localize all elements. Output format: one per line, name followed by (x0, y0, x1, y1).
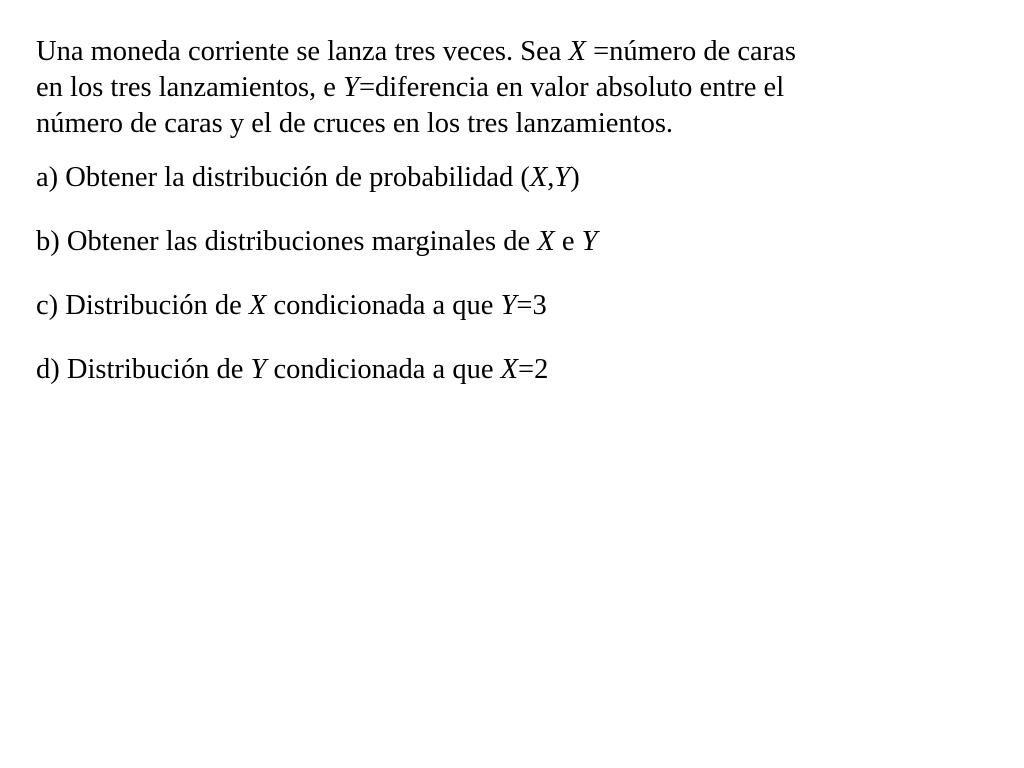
intro-line-3 (36, 106, 996, 142)
variable-x: X (500, 354, 519, 385)
question-text: condicionada a que (266, 290, 501, 321)
variable-x: X (529, 162, 548, 193)
intro-text: =diferencia en valor absoluto entre el (358, 72, 785, 103)
problem-statement (36, 34, 996, 416)
variable-x: X (537, 226, 555, 257)
variable-x: X (568, 36, 586, 67)
variable-y: Y (554, 162, 571, 193)
variable-y: Y (250, 354, 267, 385)
question-text: b) Obtener las distribuciones marginales de (36, 226, 538, 257)
question-text: =3 (516, 290, 547, 321)
question-c (36, 288, 996, 324)
question-a (36, 160, 996, 196)
intro-line-2 (36, 70, 996, 106)
intro-text: Una moneda corriente se lanza tres veces. Sea (36, 36, 569, 67)
intro-line-1 (36, 34, 996, 70)
intro-paragraph (36, 34, 996, 142)
question-d (36, 352, 996, 388)
question-text: a) Obtener la distribución de probabilidad ( (36, 162, 530, 193)
variable-y: Y (581, 226, 598, 257)
variable-x: X (248, 290, 267, 321)
variable-y: Y (500, 290, 517, 321)
question-text: , (547, 162, 555, 193)
intro-text: número de caras y el de cruces en los tres lanzamientos. (36, 108, 674, 139)
question-text: condicionada a que (266, 354, 501, 385)
intro-text: =número de caras (585, 36, 796, 67)
question-text: =2 (518, 354, 549, 385)
intro-text: en los tres lanzamientos, e (36, 72, 344, 103)
question-b (36, 224, 996, 260)
variable-y: Y (343, 72, 359, 103)
question-text: c) Distribución de (36, 290, 249, 321)
question-text: d) Distribución de (36, 354, 251, 385)
question-text: ) (570, 162, 580, 193)
question-text: e (554, 226, 582, 257)
